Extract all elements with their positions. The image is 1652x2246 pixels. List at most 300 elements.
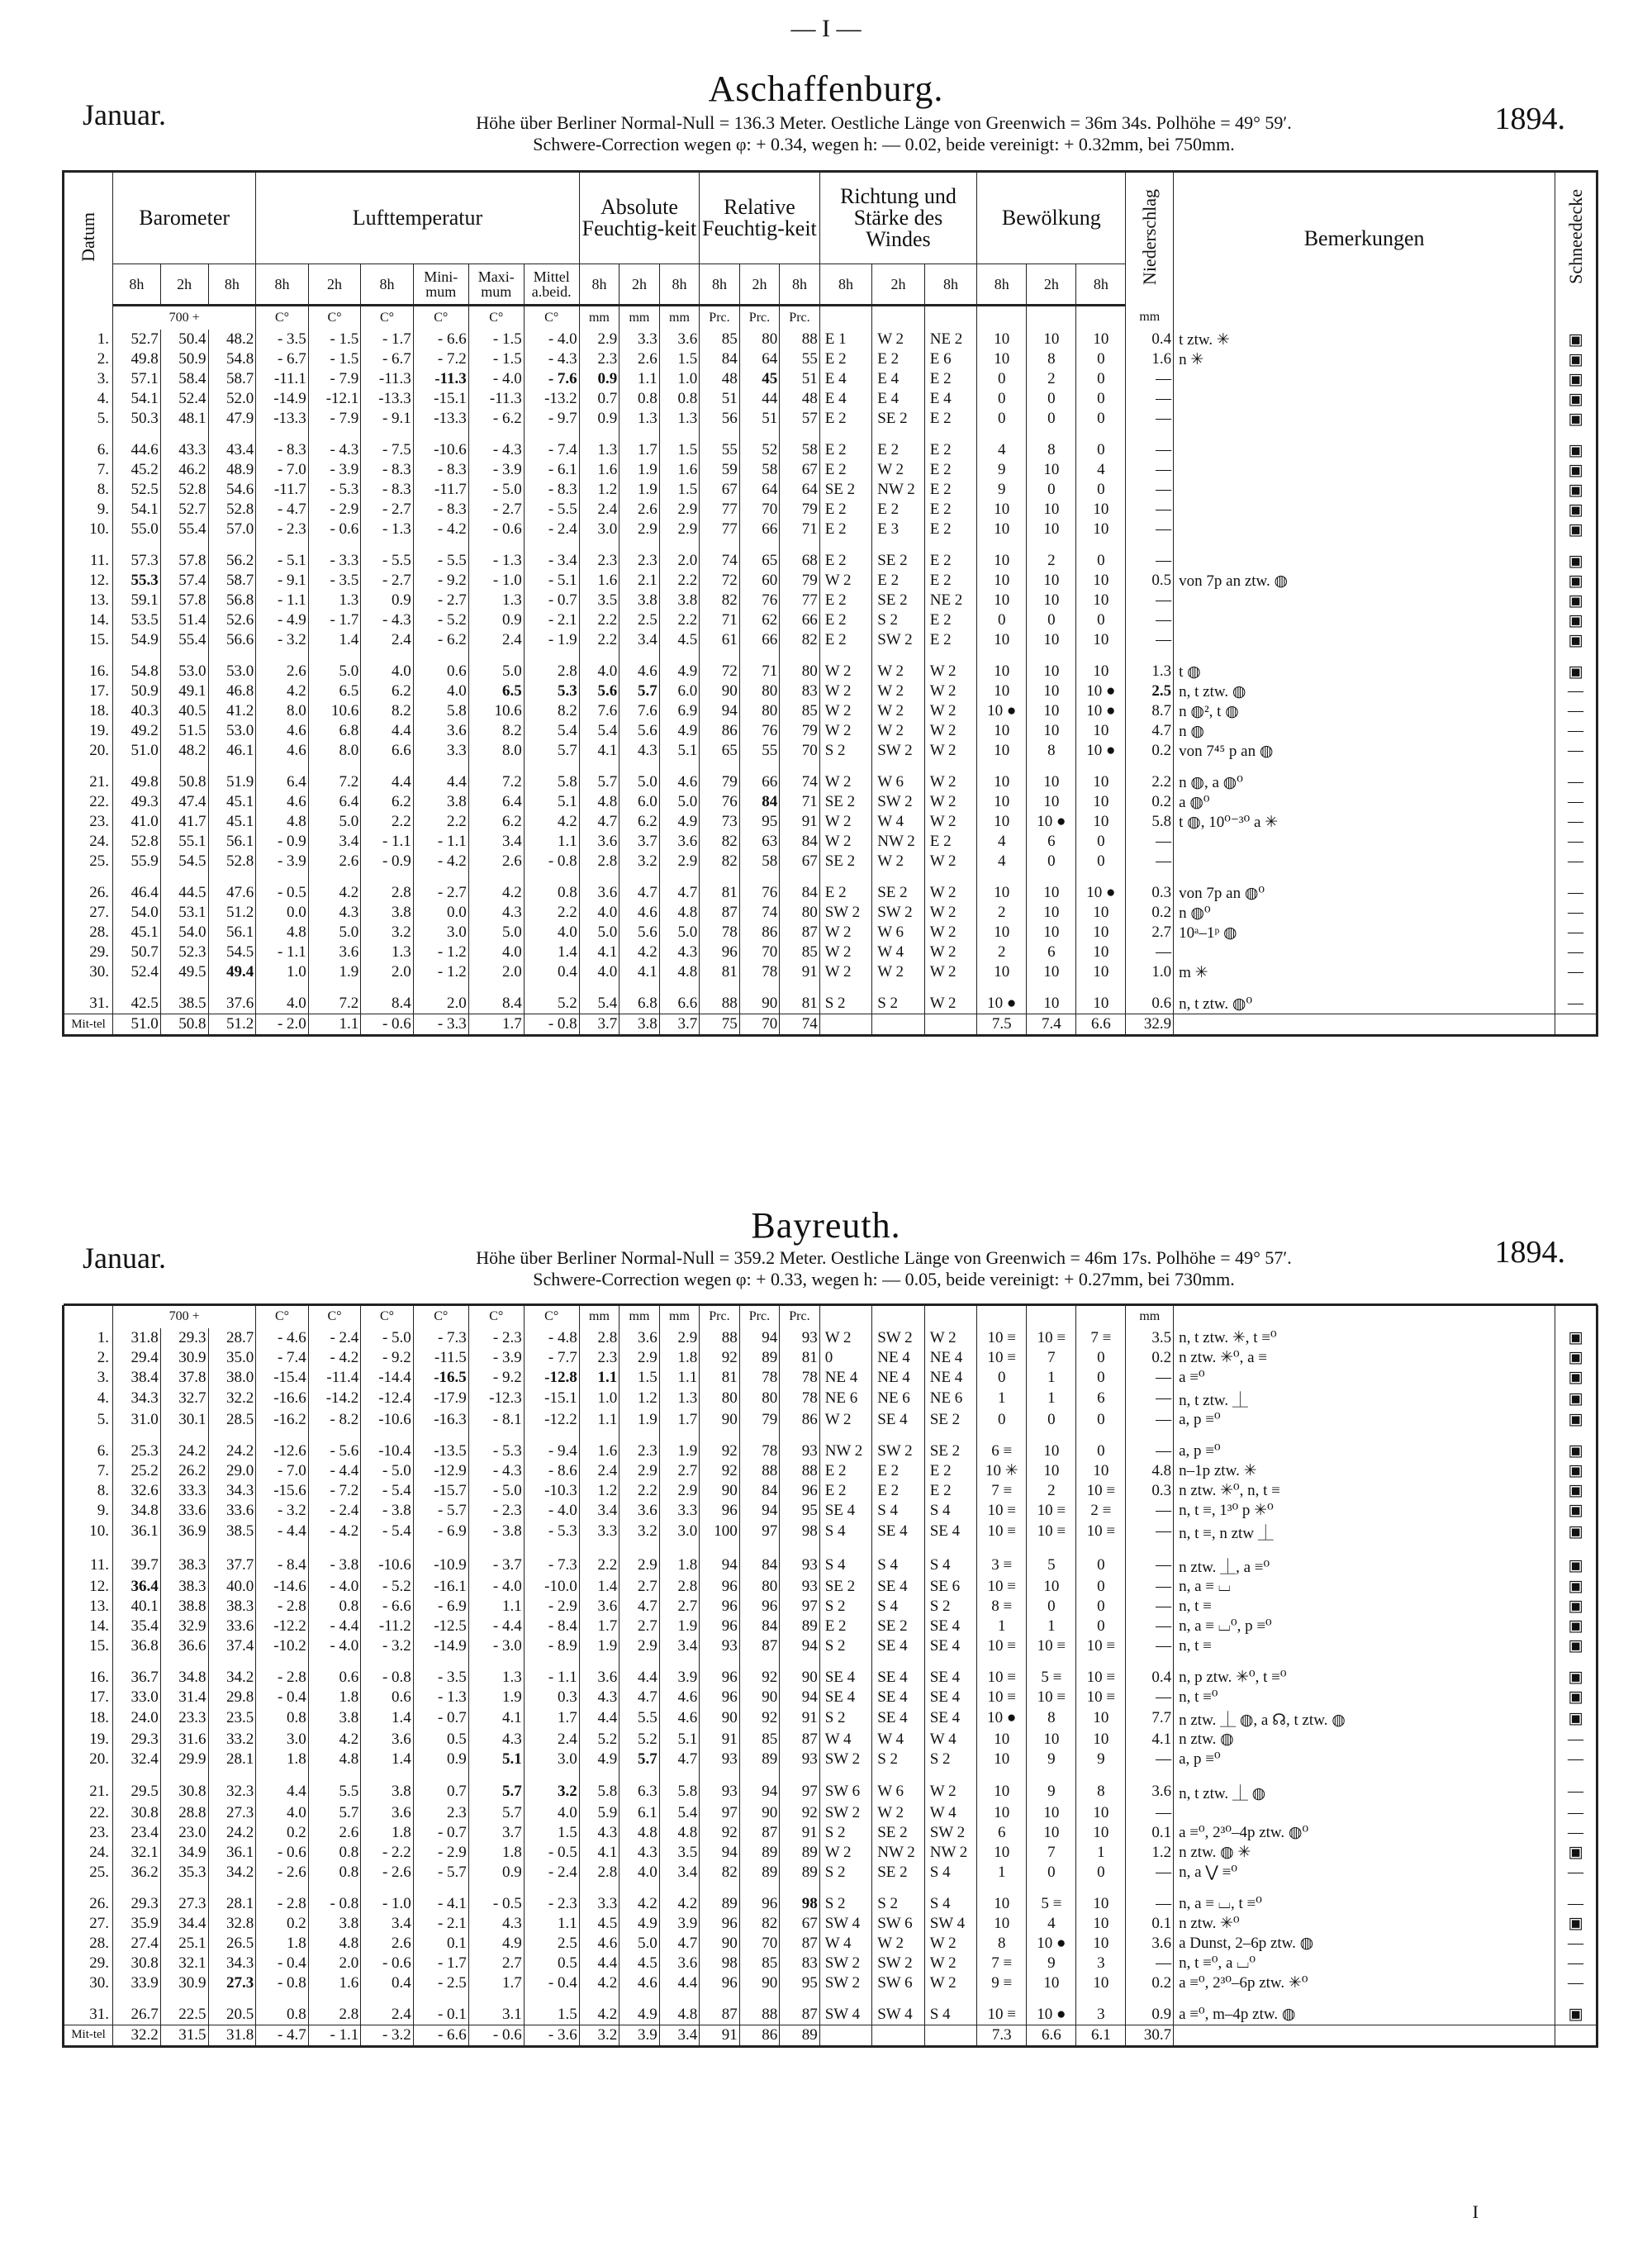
data-cell: 1.5 xyxy=(524,1823,579,1843)
data-cell: 5.0 xyxy=(620,761,660,792)
data-cell: 0 xyxy=(1076,832,1126,852)
snow-cell: ▣ xyxy=(1555,1617,1597,1636)
remarks-cell: n ◍ xyxy=(1174,721,1555,741)
header-barometer: Barometer xyxy=(113,172,256,264)
snow-cell: ▣ xyxy=(1555,1843,1597,1863)
data-cell: 1.9 xyxy=(659,1617,700,1636)
data-cell: 36.1 xyxy=(208,1843,256,1863)
data-cell: 89 xyxy=(739,1750,780,1769)
data-cell: 1.0 xyxy=(256,962,309,982)
data-cell: E 2 xyxy=(819,429,872,460)
data-cell: 30.9 xyxy=(160,1348,208,1368)
data-cell: - 3.8 xyxy=(361,1501,414,1521)
remarks-cell: a, p ≡⁰ xyxy=(1174,1410,1555,1430)
data-cell: - 1.5 xyxy=(468,330,524,349)
data-cell: 57.1 xyxy=(113,369,161,389)
data-cell: 3.7 xyxy=(468,1823,524,1843)
data-cell: 40.1 xyxy=(113,1597,161,1617)
data-cell: 78 xyxy=(700,923,740,943)
data-cell: 41.2 xyxy=(208,701,256,721)
data-cell: 2.2 xyxy=(579,630,620,650)
snow-cell: ▣ xyxy=(1555,389,1597,409)
remarks-cell: a, p ≡⁰ xyxy=(1174,1750,1555,1769)
data-cell: 41.7 xyxy=(160,812,208,832)
data-cell: 9 xyxy=(977,480,1027,500)
data-cell: 2.9 xyxy=(659,1481,700,1501)
day-row xyxy=(64,1543,1597,1577)
data-cell: 10 xyxy=(1076,1730,1126,1750)
data-cell: 2.8 xyxy=(524,650,579,681)
data-cell: 1.7 xyxy=(524,1707,579,1730)
data-cell: 5.2 xyxy=(620,1730,660,1750)
data-cell: SE 4 xyxy=(872,1707,925,1730)
data-cell: 10 xyxy=(1027,792,1076,812)
data-cell: 34.2 xyxy=(208,1863,256,1883)
data-cell: -12.3 xyxy=(468,1388,524,1410)
data-cell: - 4.7 xyxy=(256,500,309,520)
day-row xyxy=(64,1617,1597,1636)
data-cell: 3.8 xyxy=(308,1707,361,1730)
station-title-2: Bayreuth. xyxy=(751,1205,901,1246)
data-cell: 48.2 xyxy=(208,330,256,349)
data-cell: - 0.6 xyxy=(468,520,524,539)
data-cell: SW 2 xyxy=(872,741,925,761)
data-cell: 10 ≡ xyxy=(1027,1501,1076,1521)
snow-cell: — xyxy=(1555,792,1597,812)
data-cell: -10.6 xyxy=(361,1543,414,1577)
data-cell: E 2 xyxy=(819,630,872,650)
data-cell: 3.6 xyxy=(579,832,620,852)
data-cell: 0.2 xyxy=(1126,1973,1174,1993)
data-cell: 2.0 xyxy=(308,1954,361,1973)
data-cell: 4.8 xyxy=(1126,1461,1174,1481)
data-cell: 10 xyxy=(977,650,1027,681)
data-cell: 52.4 xyxy=(113,962,161,982)
day-row xyxy=(64,943,1597,962)
data-cell: 30.8 xyxy=(113,1803,161,1823)
data-cell: — xyxy=(1126,1521,1174,1543)
data-cell: W 2 xyxy=(924,812,977,832)
data-cell: 39.7 xyxy=(113,1543,161,1577)
remarks-cell: n, a ≡ ⌴, t ≡⁰ xyxy=(1174,1883,1555,1914)
data-cell: 58 xyxy=(739,460,780,480)
day-date: 7. xyxy=(64,460,113,480)
data-cell: - 7.4 xyxy=(256,1348,309,1368)
data-cell: 55.4 xyxy=(160,520,208,539)
data-cell: 8.4 xyxy=(361,982,414,1014)
data-cell: 100 xyxy=(700,1521,740,1543)
data-cell: - 0.6 xyxy=(256,1843,309,1863)
data-cell: 52.5 xyxy=(113,480,161,500)
data-cell: 5.0 xyxy=(308,923,361,943)
data-cell: 6.2 xyxy=(620,812,660,832)
data-cell: 10 xyxy=(1076,1973,1126,1993)
day-row xyxy=(64,650,1597,681)
data-cell: 2.3 xyxy=(579,1348,620,1368)
data-cell: 4.2 xyxy=(659,1883,700,1914)
day-row xyxy=(64,429,1597,460)
day-row xyxy=(64,681,1597,701)
data-cell: 6.4 xyxy=(308,792,361,812)
data-cell: - 5.5 xyxy=(361,539,414,571)
data-cell: 1.9 xyxy=(308,962,361,982)
subheader-cell: 8h xyxy=(700,264,740,306)
data-cell: SE 4 xyxy=(819,1688,872,1707)
data-cell: 6 xyxy=(977,1823,1027,1843)
data-cell: 6.5 xyxy=(468,681,524,701)
unit-cell xyxy=(1076,1305,1126,1328)
data-cell: - 6.2 xyxy=(413,630,468,650)
day-row xyxy=(64,1521,1597,1543)
data-cell: SW 6 xyxy=(819,1769,872,1803)
data-cell: 57 xyxy=(780,409,820,429)
unit-cell: Prc. xyxy=(739,306,780,330)
data-cell: SE 2 xyxy=(872,871,925,903)
data-cell: 92 xyxy=(700,1348,740,1368)
data-cell: 0.9 xyxy=(468,1863,524,1883)
data-cell: 1.3 xyxy=(659,409,700,429)
data-cell: 55 xyxy=(739,741,780,761)
data-cell: 5.8 xyxy=(659,1769,700,1803)
day-date: 19. xyxy=(64,1730,113,1750)
day-row xyxy=(64,1656,1597,1688)
data-cell: - 5.1 xyxy=(524,571,579,591)
data-cell: 54.9 xyxy=(113,630,161,650)
data-cell: 46.4 xyxy=(113,871,161,903)
data-cell: 29.8 xyxy=(208,1688,256,1707)
data-cell: 96 xyxy=(700,943,740,962)
data-cell: 45.2 xyxy=(113,460,161,480)
data-cell: — xyxy=(1126,1368,1174,1388)
data-cell: 79 xyxy=(780,721,820,741)
data-cell: 30.8 xyxy=(113,1954,161,1973)
data-cell: 0 xyxy=(1076,480,1126,500)
data-cell: - 8.6 xyxy=(524,1461,579,1481)
data-cell: 43.4 xyxy=(208,429,256,460)
data-cell: — xyxy=(1126,852,1174,871)
data-cell: 2 xyxy=(977,903,1027,923)
data-cell: 48.1 xyxy=(160,409,208,429)
data-cell: 60 xyxy=(739,571,780,591)
unit-cell: mm xyxy=(659,1305,700,1328)
data-cell: 90 xyxy=(700,1707,740,1730)
snow-cell: — xyxy=(1555,761,1597,792)
data-cell: - 6.6 xyxy=(413,330,468,349)
data-cell: W 2 xyxy=(872,852,925,871)
data-cell: 2.5 xyxy=(620,610,660,630)
data-cell: — xyxy=(1126,1543,1174,1577)
day-date: 16. xyxy=(64,1656,113,1688)
data-cell: 50.7 xyxy=(113,943,161,962)
data-cell: - 1.1 xyxy=(524,1656,579,1688)
mean-cell: - 1.1 xyxy=(308,2025,361,2046)
day-row xyxy=(64,1954,1597,1973)
data-cell: — xyxy=(1126,480,1174,500)
subheader-cell: 8h xyxy=(208,264,256,306)
data-cell: 4.0 xyxy=(413,681,468,701)
data-cell: 2.7 xyxy=(659,1597,700,1617)
data-cell: 92 xyxy=(780,1803,820,1823)
data-cell: W 2 xyxy=(819,1843,872,1863)
data-cell: 79 xyxy=(780,500,820,520)
mean-cell: - 4.7 xyxy=(256,2025,309,2046)
data-cell: W 2 xyxy=(819,1328,872,1348)
data-cell: 10 xyxy=(977,571,1027,591)
data-cell: - 4.3 xyxy=(308,429,361,460)
day-row xyxy=(64,1863,1597,1883)
day-date: 17. xyxy=(64,1688,113,1707)
data-cell: 0 xyxy=(1027,409,1076,429)
unit-cell: Prc. xyxy=(780,1305,820,1328)
data-cell: -11.3 xyxy=(413,369,468,389)
data-cell: 52.0 xyxy=(208,389,256,409)
data-cell: - 8.3 xyxy=(256,429,309,460)
data-cell: 0 xyxy=(977,389,1027,409)
data-cell: 10 ≡ xyxy=(1076,1656,1126,1688)
data-cell: 55.4 xyxy=(160,630,208,650)
remarks-cell: a ≡⁰ xyxy=(1174,1368,1555,1388)
data-cell: 4.3 xyxy=(659,943,700,962)
data-cell: 1.6 xyxy=(579,1430,620,1461)
unit-cell: C° xyxy=(361,1305,414,1328)
data-cell: 48 xyxy=(780,389,820,409)
data-cell: 10 xyxy=(1076,1823,1126,1843)
data-cell: 29.0 xyxy=(208,1461,256,1481)
data-cell: S 2 xyxy=(924,1750,977,1769)
data-cell: NE 4 xyxy=(924,1368,977,1388)
snow-cell: ▣ xyxy=(1555,610,1597,630)
data-cell: 56.1 xyxy=(208,832,256,852)
data-cell: 4 xyxy=(977,852,1027,871)
data-cell: - 2.9 xyxy=(524,1597,579,1617)
data-cell: 29.3 xyxy=(113,1730,161,1750)
data-cell: 46.8 xyxy=(208,681,256,701)
data-cell: 34.3 xyxy=(208,1954,256,1973)
data-cell: 97 xyxy=(739,1521,780,1543)
data-cell: W 2 xyxy=(872,1803,925,1823)
data-cell: 80 xyxy=(780,650,820,681)
data-cell: 5 xyxy=(1027,1543,1076,1577)
day-date: 12. xyxy=(64,1577,113,1597)
data-cell: — xyxy=(1126,591,1174,610)
remarks-cell: n, t ztw. ✳, t ≡⁰ xyxy=(1174,1328,1555,1348)
subheader-cell: 8h xyxy=(977,264,1027,306)
data-cell: 1.2 xyxy=(1126,1843,1174,1863)
data-cell: — xyxy=(1126,1617,1174,1636)
data-cell: - 1.9 xyxy=(524,630,579,650)
data-cell: 2.8 xyxy=(308,1993,361,2025)
data-cell: - 3.5 xyxy=(413,1656,468,1688)
data-cell: 5.0 xyxy=(579,923,620,943)
data-cell: 10 ≡ xyxy=(1027,1636,1076,1656)
data-cell: E 2 xyxy=(924,480,977,500)
data-cell: 6.2 xyxy=(468,812,524,832)
data-cell: E 2 xyxy=(924,832,977,852)
data-cell: SW 2 xyxy=(819,1954,872,1973)
data-cell: - 2.9 xyxy=(308,500,361,520)
data-cell: 96 xyxy=(700,1577,740,1597)
data-cell: 0.2 xyxy=(1126,741,1174,761)
subheader-cell: Mittel a.beid. xyxy=(524,264,579,306)
data-cell: 2.9 xyxy=(579,330,620,349)
data-cell: NE 4 xyxy=(924,1348,977,1368)
data-cell: E 4 xyxy=(819,369,872,389)
data-cell: 10 ≡ xyxy=(977,1993,1027,2025)
data-cell: 81 xyxy=(700,871,740,903)
data-cell: 79 xyxy=(739,1410,780,1430)
data-cell: 2.9 xyxy=(659,852,700,871)
day-date: 2. xyxy=(64,349,113,369)
data-cell: 2.8 xyxy=(579,1863,620,1883)
data-cell: SE 4 xyxy=(872,1688,925,1707)
data-cell: 1.3 xyxy=(308,591,361,610)
data-cell: 6.2 xyxy=(361,681,414,701)
data-cell: -15.6 xyxy=(256,1481,309,1501)
data-cell: - 2.6 xyxy=(361,1863,414,1883)
unit-cell xyxy=(819,306,872,330)
data-cell: 2.0 xyxy=(659,539,700,571)
data-cell: SE 4 xyxy=(924,1656,977,1688)
day-row xyxy=(64,1430,1597,1461)
data-cell: 7.2 xyxy=(468,761,524,792)
data-cell: 33.6 xyxy=(208,1501,256,1521)
snow-cell: — xyxy=(1555,1750,1597,1769)
data-cell: 1.2 xyxy=(579,1481,620,1501)
data-cell: 10 xyxy=(1076,520,1126,539)
data-cell: 36.2 xyxy=(113,1863,161,1883)
data-cell: 3.4 xyxy=(620,630,660,650)
data-cell: NW 2 xyxy=(819,1430,872,1461)
data-cell: 10 ≡ xyxy=(1076,1481,1126,1501)
day-row xyxy=(64,409,1597,429)
data-cell: 51.2 xyxy=(208,903,256,923)
day-row xyxy=(64,591,1597,610)
data-cell: 0 xyxy=(1076,1410,1126,1430)
data-cell: 10 ≡ xyxy=(977,1501,1027,1521)
data-cell: E 2 xyxy=(924,429,977,460)
data-cell: - 3.0 xyxy=(468,1636,524,1656)
data-cell: - 4.4 xyxy=(468,1617,524,1636)
data-cell: E 2 xyxy=(872,1461,925,1481)
data-cell: 4.4 xyxy=(413,761,468,792)
remarks-cell: n ◍², t ◍ xyxy=(1174,701,1555,721)
data-cell: — xyxy=(1126,1636,1174,1656)
data-cell: 4.2 xyxy=(579,1993,620,2025)
data-cell: E 2 xyxy=(819,1617,872,1636)
data-cell: 10 xyxy=(1076,1883,1126,1914)
data-cell: 43.3 xyxy=(160,429,208,460)
subheader-cell: 8h xyxy=(659,264,700,306)
data-cell: 4.3 xyxy=(468,903,524,923)
data-cell: 1.3 xyxy=(468,591,524,610)
data-cell: 34.3 xyxy=(113,1388,161,1410)
data-cell: 51 xyxy=(739,409,780,429)
data-cell: 10 xyxy=(977,330,1027,349)
data-cell: 3.4 xyxy=(659,1863,700,1883)
data-cell: W 2 xyxy=(924,1769,977,1803)
data-cell: 91 xyxy=(780,962,820,982)
data-cell: — xyxy=(1126,460,1174,480)
data-cell: 1 xyxy=(1076,1843,1126,1863)
data-cell: W 6 xyxy=(872,923,925,943)
data-cell: SE 2 xyxy=(819,1577,872,1597)
data-cell: 5.0 xyxy=(659,923,700,943)
day-row xyxy=(64,1707,1597,1730)
unit-cell: mm xyxy=(579,306,620,330)
header-datum xyxy=(64,172,113,306)
data-cell: 96 xyxy=(700,1656,740,1688)
data-cell: 4.0 xyxy=(620,1863,660,1883)
data-cell: 56.2 xyxy=(208,539,256,571)
data-cell: 4.8 xyxy=(256,923,309,943)
data-cell: 4.0 xyxy=(524,1803,579,1823)
data-cell: S 4 xyxy=(924,1543,977,1577)
data-cell: 1.7 xyxy=(579,1617,620,1636)
data-cell: — xyxy=(1126,500,1174,520)
data-cell: 4.5 xyxy=(620,1954,660,1973)
data-cell: — xyxy=(1126,429,1174,460)
data-cell: 8 xyxy=(1027,429,1076,460)
day-row xyxy=(64,1501,1597,1521)
data-cell: W 2 xyxy=(819,943,872,962)
remarks-cell: n, p ztw. ✳⁰, t ≡⁰ xyxy=(1174,1656,1555,1688)
data-cell: 0.4 xyxy=(1126,1656,1174,1688)
snow-cell: — xyxy=(1555,1803,1597,1823)
mean-cell: 3.2 xyxy=(579,2025,620,2046)
header-datum-label: Datum xyxy=(78,211,99,262)
data-cell: 5.7 xyxy=(524,741,579,761)
data-cell: 4.7 xyxy=(620,1688,660,1707)
data-cell: - 3.8 xyxy=(468,1521,524,1543)
data-cell: W 6 xyxy=(872,761,925,792)
data-cell: W 2 xyxy=(924,871,977,903)
data-cell: - 5.3 xyxy=(468,1430,524,1461)
data-cell: W 4 xyxy=(872,812,925,832)
data-cell: - 0.1 xyxy=(413,1993,468,2025)
data-cell: 3.8 xyxy=(308,1914,361,1934)
data-cell: - 2.3 xyxy=(256,520,309,539)
data-cell: - 7.5 xyxy=(361,429,414,460)
header-bewoelkung: Bewölkung xyxy=(977,172,1126,264)
data-cell: W 2 xyxy=(819,832,872,852)
data-cell: 5.4 xyxy=(579,982,620,1014)
data-cell: 2.9 xyxy=(659,1328,700,1348)
data-cell: 4.7 xyxy=(659,1934,700,1954)
observation-table-2 xyxy=(62,1303,1598,2048)
unit-cell xyxy=(64,306,113,330)
data-cell: 92 xyxy=(700,1430,740,1461)
data-cell: - 4.0 xyxy=(524,330,579,349)
data-cell: 88 xyxy=(700,1328,740,1348)
data-cell: 5.7 xyxy=(468,1769,524,1803)
data-cell: 48 xyxy=(700,369,740,389)
data-cell: 4.1 xyxy=(620,962,660,982)
mean-row xyxy=(64,1014,1597,1036)
data-cell: 52.8 xyxy=(208,852,256,871)
data-cell: 1.9 xyxy=(620,460,660,480)
day-row xyxy=(64,982,1597,1014)
unit-cell xyxy=(977,1305,1027,1328)
data-cell: 3.5 xyxy=(1126,1328,1174,1348)
data-cell: 2.2 xyxy=(579,1543,620,1577)
data-cell: 2.2 xyxy=(659,571,700,591)
day-date: 5. xyxy=(64,1410,113,1430)
data-cell: 8 xyxy=(1027,349,1076,369)
data-cell: 2.0 xyxy=(468,962,524,982)
data-cell: 2.1 xyxy=(620,571,660,591)
data-cell: 4.3 xyxy=(468,1914,524,1934)
subheader-cell: 2h xyxy=(620,264,660,306)
